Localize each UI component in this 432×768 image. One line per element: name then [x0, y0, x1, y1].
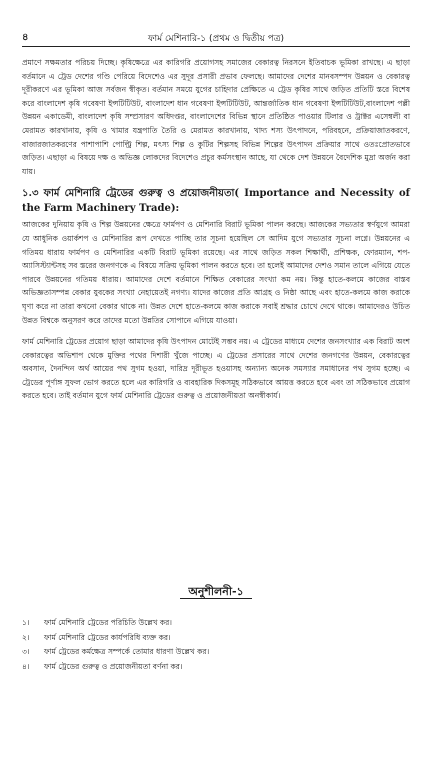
intro-paragraph: প্রমাণে সক্ষমতার পরিচয় দিচ্ছে। কৃষিক্ষেত্রে এর কারিগরি প্রয়োগসহ সমাজের বেকারত্ব নিরসনে ইতিবাচক ভূমিকা রাখছে। এ ছাড়া বর্তমানে এ ট্রেড দেশের গণ্ডি পেরিয়ে বিদেশেও এর সুদূর প্রসারী প্রভাব ফেলছে। আমাদের দেশের মানবসম্পদ উন্নয়ন ও বেকারত্ব দূরীকরণে এর ভূমিকা আজ সর্বজন স্বীকৃত। বর্তমান সময়ে যুগের চাহিদার প্রেক্ষিতে এ ট্রেড কৃষির সাথে জড়িত প্রতিটি স্তরে বিশেষ করে বাংলাদেশ কৃষি গবেষণা ইন্সটিটিউট, বাংলাদেশ ধান গবেষণা ইন্সটিটিউট, আন্তর্জাতিক ধান গবেষণা ইন্সটিটিউট,বাংলাদেশ পল্লী উন্নয়ন একাডেমী, বাংলাদেশ কৃষি সম্প্রসারণ অধিদপ্তর, বাংলাদেশের বিভিন্ন স্থানে প্রতিষ্ঠিত পাওয়ার টিলার ও ট্রাক্টর এসেম্বলী বা মেরামত কারখানায়, কৃষি ও খামার যন্ত্রপাতি তৈরি ও মেরামত কারখানায়, খাদ্য শস্য উৎপাদনে, পরিবহনে, প্রক্রিয়াজাতকরণে, বাজারজাতকরণের পাশাপাশি পোল্ট্রি শিল্প, মৎস্য শিল্প ও কুটির শিল্পসহ বিভিন্ন শিল্পের উৎপাদন প্রক্রিয়ার সাথে ওতঃপ্রোতভাবে জড়িত। এছাড়া এ বিষয়ে দক্ষ ও অভিজ্ঞ লোকদের বিদেশেও প্রচুর কর্মসংস্থান আছে, যা থেকে দেশ উন্নয়নে বৈদেশিক মুদ্রা অর্জন করা যায়।: [22, 58, 410, 176]
exercise-item-text: ফার্ম মেশিনারি ট্রেডের কার্যপরিধি ব্যক্ত কর।: [44, 632, 171, 642]
section-paragraph: আজকের দুনিয়ায় কৃষি ও শিল্প উন্নয়নের ক্ষেত্রে ফার্মপণ ও মেশিনারি বিরাট ভূমিকা পালন করছে। আজকের সভ্যতার স্বর্ণযুগে আমরা যে আধুনিক ওয়ার্কশপ ও মেশিনারির রূপ দেখতে পাচ্ছি তার সূচনা হয়েছিল সে আদিম যুগে সভ্যতার সূচনা লগ্নে। উন্নয়নের এ গতিময় ধারায় ফার্মপণ ও মেশিনারির একটি বিরাট ভূমিকা রয়েছে। এর সাথে জড়িত সকল শিক্ষার্থী, প্রশিক্ষক, ফোরম্যান, শপ-অ্যাসিস্ট্যান্টসহ সব স্তরের জনগণকে এ বিষয়ে সক্রিয় ভূমিকা পালন করতে হবে। তা হলেই আমাদের দেশও সমান তালে এগিয়ে যেতে পারবে উন্নয়নের গতিময় ধারায়। আমাদের দেশে বর্তমানে শিক্ষিত বেকারের সংখ্যা কম নয়। কিন্তু হাতে-কলমে কাজের বাস্তব অভিজ্ঞতাসম্পন্ন বেকার যুবকের সংখ্যা নেহায়েতই নগণ্য। যাদের কাজের প্রতি আগ্রহ ও নিষ্ঠা আছে এবং হাতে-কলমে কাজ করাকে ঘৃণা করে না তারা কখনো বেকার থাকে না। উন্নত দেশে হাতে-কলমে কাজ করাকে সবাই শ্রদ্ধার চোখে দেখে থাকে। আমাদেরও উচিত উন্নত বিশ্বকে অনুসরণ করে তাদের মতো উন্নতির সোপানে এগিয়ে যাওয়া।: [22, 220, 410, 325]
exercise-item: [22, 660, 410, 675]
section-heading: ১.৩ ফার্ম মেশিনারি ট্রেডের গুরুত্ব ও প্রয়োজনীয়তা( Importance and Necessity of the Farm Machinery Trade):: [22, 188, 410, 215]
exercise-title: অনুশীলনী-১: [188, 585, 244, 598]
page-header: [22, 30, 410, 47]
exercise-item-number: ২।: [22, 632, 30, 642]
exercise-item: [22, 631, 410, 646]
exercise-item-number: ১।: [22, 618, 30, 627]
section-paragraph: ফার্ম মেশিনারি ট্রেডের প্রয়োগ ছাড়া আমাদের কৃষি উৎপাদন মোটেই সম্ভব নয়। এ ট্রেডের মাধ্যমে দেশের জনসংখ্যার এক বিরাট অংশ বেকারত্বের অভিশাপ থেকে মুক্তির পথের দিশারী খুঁজে পাচ্ছে। এ ট্রেডের প্রসারের সাথে দেশের জনগণের উন্নয়ন, বেকারত্বের অবসান, দৈনন্দিন অর্থ আয়ের পথ সুগম হওয়া, দারিদ্র দূরীভূত হওয়াসহ অন্যান্য অনেক সমস্যার সমাধানের পথ সুগম হচ্ছে। এ ট্রেডের পূর্ণাঙ্গ সুফল ভোগ করতে হলে এর কারিগরি ও ব্যবহারিক দিকসমূহ সঠিকভাবে আয়ত্ত করতে হবে এবং তা সঠিকভাবে প্রয়োগ করতে হবে। তাই বর্তমান যুগে ফার্ম মেশিনারি ট্রেডের গুরুত্ব ও প্রয়োজনীয়তা অনস্বীকার্য।: [22, 337, 410, 401]
page-number: ৪: [22, 32, 29, 43]
exercise-item-text: ফার্ম ট্রেডের গুরুত্ব ও প্রয়োজনীয়তা বর্ণনা কর।: [44, 661, 183, 671]
exercise-title-underline: [180, 598, 252, 599]
page-body: [22, 56, 410, 411]
exercise-item-text: ফার্ম ট্রেডের কর্মক্ষেত্র সম্পর্কে তোমার ধারণা উল্লেখ কর।: [44, 647, 210, 656]
exercise-list: [22, 616, 410, 674]
exercise-item-number: ৪।: [22, 661, 30, 671]
exercise-item-text: ফার্ম মেশিনারি ট্রেডের পরিচিতি উল্লেখ কর।: [44, 618, 172, 627]
exercise-item: [22, 616, 410, 631]
running-title: ফার্ম মেশিনারি-১ (প্রথম ও দ্বিতীয় পত্র): [147, 34, 285, 44]
exercise-item-number: ৩।: [22, 647, 30, 656]
exercise-item: [22, 645, 410, 660]
